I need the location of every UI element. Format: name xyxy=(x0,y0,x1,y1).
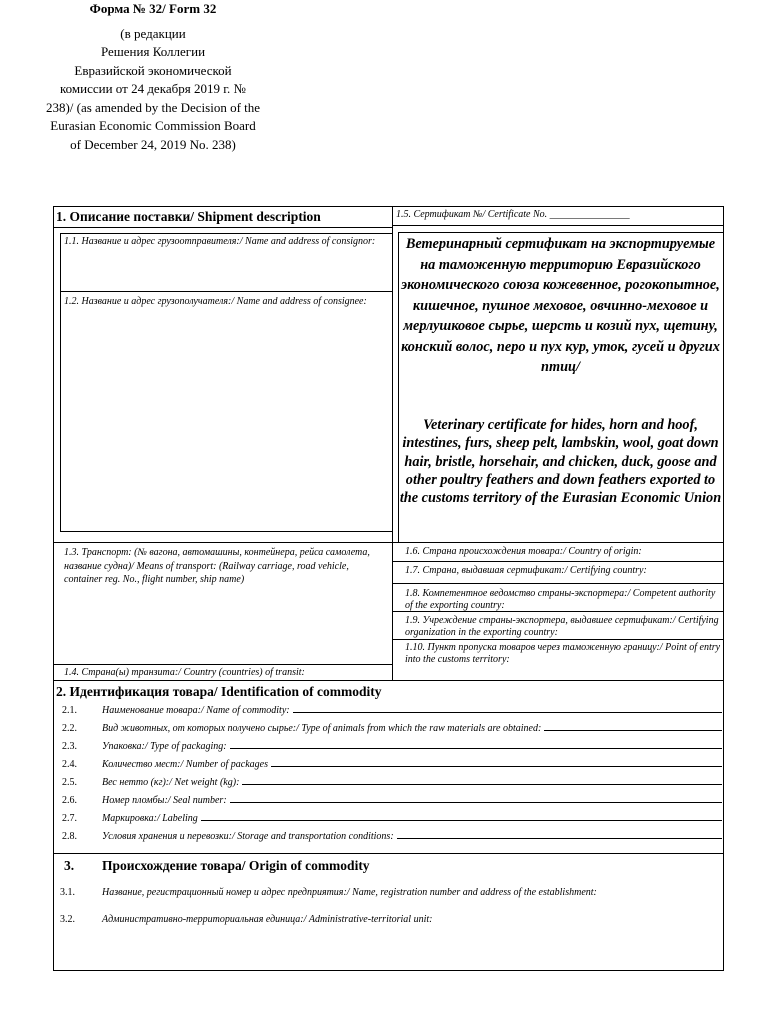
commodity-row[interactable] xyxy=(62,741,722,755)
certifying-organization-field[interactable]: 1.9. Учреждение страны-экспортера, выдавшее сертификат:/ Certifying organization in the exporting country: xyxy=(405,615,719,638)
amendment-line: Eurasian Economic Commission Board xyxy=(50,118,256,133)
commodity-row[interactable] xyxy=(62,759,722,773)
territorial-unit-field[interactable]: Административно-территориальная единица:/ Administrative-territorial unit: xyxy=(102,914,433,925)
commodity-row-label xyxy=(102,741,722,752)
commodity-row-number: 2.8. xyxy=(62,831,77,842)
amendment-line: 238)/ (as amended by the Decision of the xyxy=(45,99,261,115)
commodity-row-text: Упаковка:/ Type of packaging: xyxy=(102,741,227,752)
commodity-row-blank[interactable] xyxy=(242,784,722,785)
commodity-row-label xyxy=(102,813,722,824)
amendment-line: (в редакции xyxy=(120,25,186,41)
commodity-row-text: Маркировка:/ Labeling xyxy=(102,813,198,824)
commodity-row-blank[interactable] xyxy=(271,766,722,767)
consignor-field[interactable]: 1.1. Название и адрес грузоотправителя:/ Name and address of consignor: xyxy=(64,236,376,247)
commodity-row-number: 2.4. xyxy=(62,759,77,770)
commodity-row-label xyxy=(102,705,722,716)
commodity-row-number: 2.7. xyxy=(62,813,77,824)
commodity-row[interactable] xyxy=(62,795,722,809)
commodity-row-label xyxy=(102,795,722,806)
commodity-row[interactable] xyxy=(62,831,722,845)
commodity-row-blank[interactable] xyxy=(293,712,722,713)
commodity-row-number: 2.5. xyxy=(62,777,77,788)
competent-authority-field[interactable]: 1.8. Компетентное ведомство страны-экспортера:/ Competent authority of the exporting country: xyxy=(405,588,716,611)
section1-title: 1. Описание поставки/ Shipment description xyxy=(56,209,321,224)
commodity-row[interactable] xyxy=(62,705,722,719)
entry-point-field[interactable]: 1.10. Пункт пропуска товаров через таможенную границу:/ Point of entry into the customs territory: xyxy=(405,642,721,665)
transit-field[interactable]: 1.4. Страна(ы) транзита:/ Country (countries) of transit: xyxy=(64,667,305,678)
commodity-row-number: 2.3. xyxy=(62,741,77,752)
commodity-row-label xyxy=(102,831,722,842)
commodity-row-text: Вес нетто (кг):/ Net weight (kg): xyxy=(102,777,240,788)
certificate-title-ru: Ветеринарный сертификат на экспортируемые на таможенную территорию Евразийского экономического союза кожевенное, рогокопытное, кишечное, пушное меховое, овчинно-меховое и мерлушковое сырье, шерсть и козий пух, щетину, конский волос, перо и пух кур, уток, гусей и других птиц/ xyxy=(401,236,720,375)
consignee-field[interactable]: 1.2. Название и адрес грузополучателя:/ Name and address of consignee: xyxy=(64,296,367,307)
commodity-row-blank[interactable] xyxy=(397,838,722,839)
commodity-row-label xyxy=(102,777,722,788)
commodity-row-text: Номер пломбы:/ Seal number: xyxy=(102,795,227,806)
form-header xyxy=(0,0,306,154)
section2-title: 2. Идентификация товара/ Identification of commodity xyxy=(56,684,382,699)
section3-item-number: 3.1. xyxy=(60,887,75,898)
commodity-row-number: 2.1. xyxy=(62,705,77,716)
commodity-row[interactable] xyxy=(62,813,722,827)
transport-field[interactable]: 1.3. Транспорт: (№ вагона, автомашины, контейнера, рейса самолета, название судна)/ Means of transport: (Railway carriage, road vehicle, container reg. No., flight number, ship name) xyxy=(64,547,370,585)
section3-title: Происхождение товара/ Origin of commodity xyxy=(102,858,370,873)
commodity-row-number: 2.2. xyxy=(62,723,77,734)
origin-country-field[interactable]: 1.6. Страна происхождения товара:/ Country of origin: xyxy=(405,546,642,557)
establishment-field[interactable]: Название, регистрационный номер и адрес предприятия:/ Name, registration number and address of the establishment: xyxy=(102,887,597,898)
commodity-row-text: Количество мест:/ Number of packages xyxy=(102,759,268,770)
amendment-line: Евразийской экономической xyxy=(74,62,232,78)
commodity-row[interactable] xyxy=(62,723,722,737)
commodity-row-blank[interactable] xyxy=(230,802,722,803)
form-number: Форма № 32/ Form 32 xyxy=(89,1,217,16)
certifying-country-field[interactable]: 1.7. Страна, выдавшая сертификат:/ Certifying country: xyxy=(405,565,647,576)
commodity-row-number: 2.6. xyxy=(62,795,77,806)
commodity-row[interactable] xyxy=(62,777,722,791)
certificate-no-field[interactable]: 1.5. Сертификат №/ Certificate No. ________________ xyxy=(396,209,630,220)
amendment-line: of December 24, 2019 No. 238) xyxy=(70,136,236,152)
certificate-title-en: Veterinary certificate for hides, horn and hoof, intestines, furs, sheep pelt, lambskin, wool, goat down hair, bristle, horsehair, and chicken, duck, goose and other poultry feathers and down feathers exported to the customs territory of the Eurasian Economic Union xyxy=(399,417,722,507)
amendment-line: комиссии от 24 декабря 2019 г. № xyxy=(60,81,246,96)
commodity-row-blank[interactable] xyxy=(230,748,722,749)
section3-number: 3. xyxy=(64,858,75,873)
commodity-row-label xyxy=(102,723,722,734)
commodity-row-text: Условия хранения и перевозки:/ Storage and transportation conditions: xyxy=(102,831,394,842)
commodity-row-text: Вид животных, от которых получено сырье:/ Type of animals from which the raw materials are obtained: xyxy=(102,723,542,734)
amendment-line: Решения Коллегии xyxy=(100,44,206,59)
commodity-row-blank[interactable] xyxy=(201,820,722,821)
section3-item-number: 3.2. xyxy=(60,914,75,925)
commodity-row-blank[interactable] xyxy=(544,730,722,731)
commodity-row-text: Наименование товара:/ Name of commodity: xyxy=(102,705,290,716)
commodity-row-label xyxy=(102,759,722,770)
